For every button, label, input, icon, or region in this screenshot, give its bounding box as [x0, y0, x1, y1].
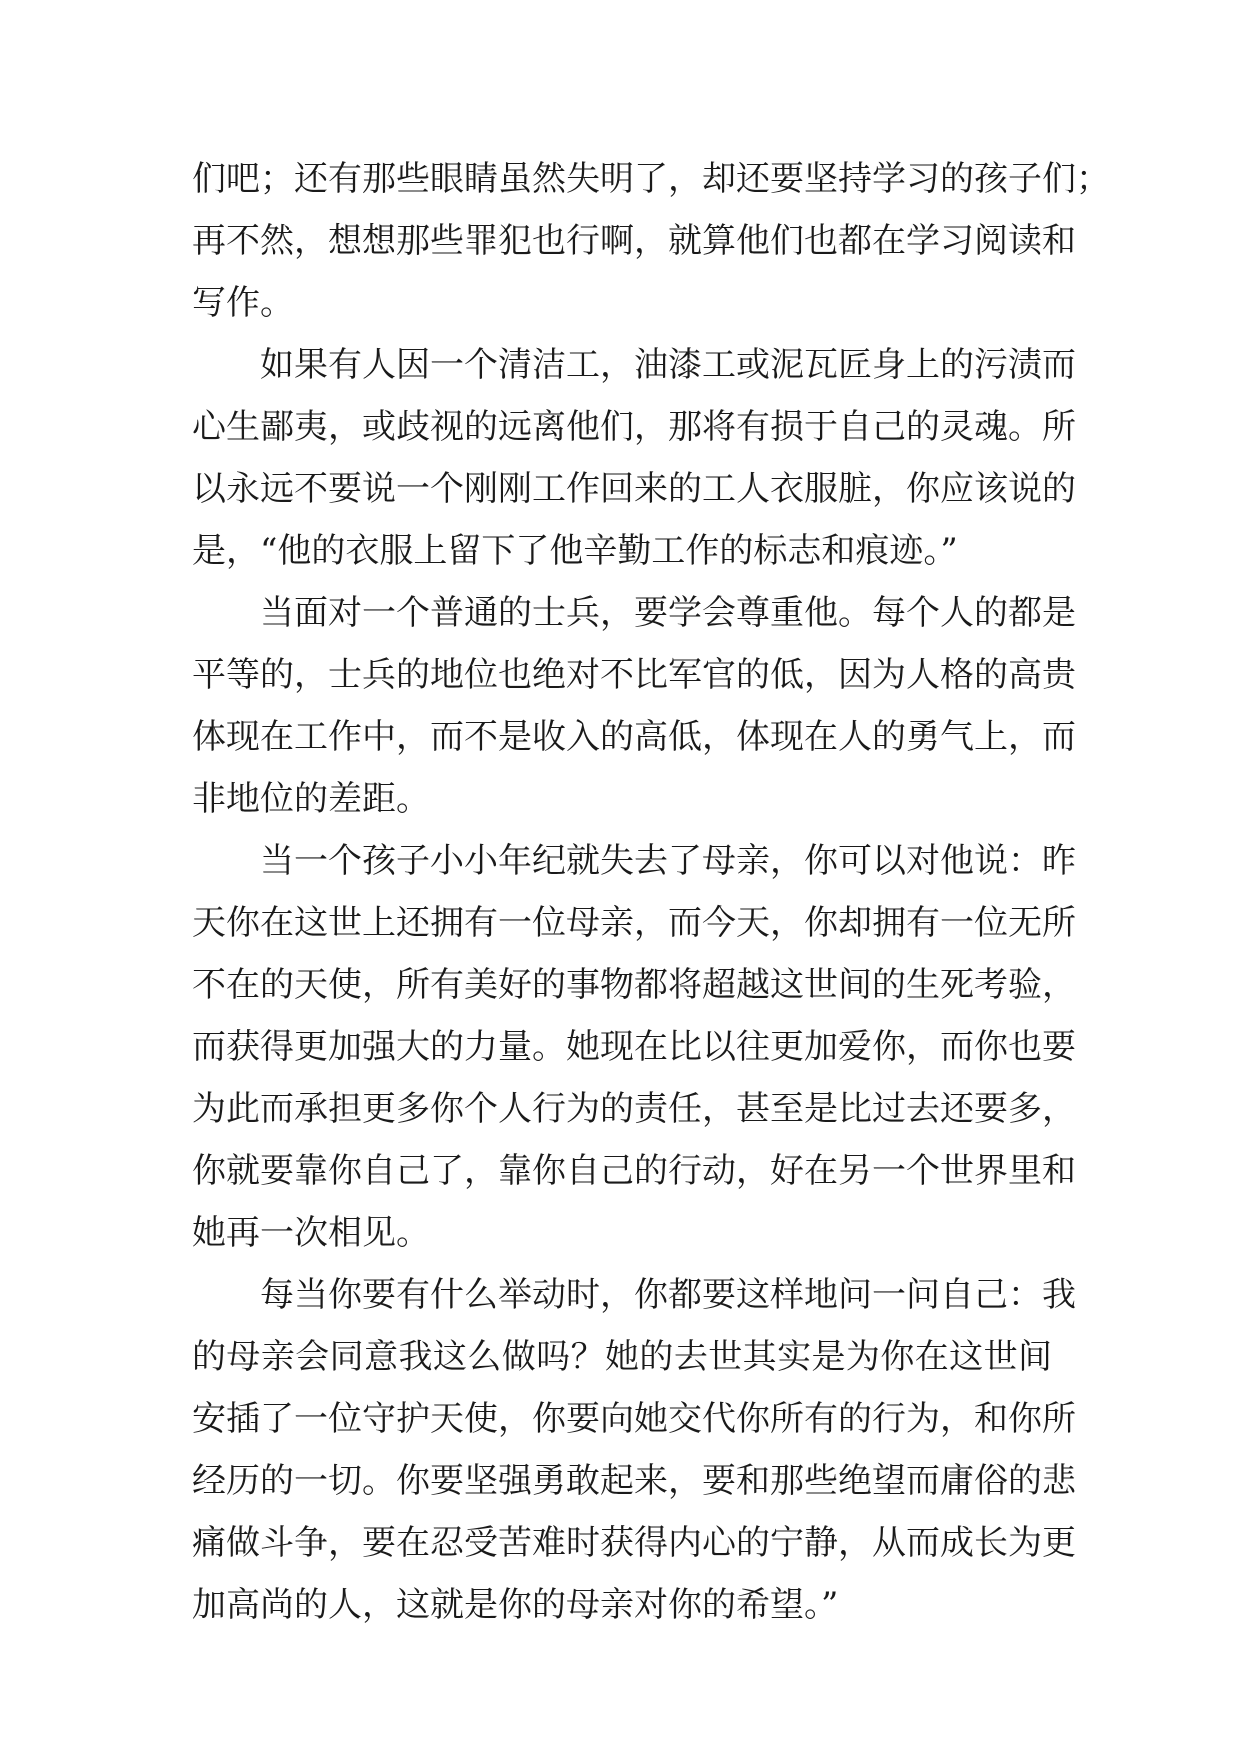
text-line: 平等的，士兵的地位也绝对不比军官的低，因为人格的高贵	[192, 655, 1076, 695]
paragraph-5	[192, 1264, 1076, 1636]
text-line: 当面对一个普通的士兵，要学会尊重他。每个人的都是	[260, 593, 1076, 633]
text-line: 而获得更加强大的力量。她现在比以往更加爱你，而你也要	[192, 1027, 1076, 1067]
text-line: 痛做斗争，要在忍受苦难时获得内心的宁静，从而成长为更	[192, 1523, 1076, 1563]
text-line: 安插了一位守护天使，你要向她交代你所有的行为，和你所	[192, 1399, 1076, 1439]
text-line: 是，“他的衣服上留下了他辛勤工作的标志和痕迹。”	[192, 531, 958, 571]
paragraph-2	[192, 334, 1076, 582]
text-line: 加高尚的人，这就是你的母亲对你的希望。”	[192, 1585, 839, 1625]
text-line: 再不然，想想那些罪犯也行啊，就算他们也都在学习阅读和	[192, 221, 1076, 261]
paragraph-1	[192, 148, 1110, 334]
text-line: 体现在工作中，而不是收入的高低，体现在人的勇气上，而	[192, 717, 1076, 757]
text-line: 每当你要有什么举动时，你都要这样地问一问自己：我	[260, 1275, 1076, 1315]
paragraph-4	[192, 830, 1076, 1264]
text-line: 当一个孩子小小年纪就失去了母亲，你可以对他说：昨	[260, 841, 1076, 881]
text-line: 的母亲会同意我这么做吗？她的去世其实是为你在这世间	[192, 1337, 1052, 1377]
text-line: 心生鄙夷，或歧视的远离他们，那将有损于自己的灵魂。所	[192, 407, 1076, 447]
text-line: 她再一次相见。	[192, 1213, 430, 1253]
text-line: 为此而承担更多你个人行为的责任，甚至是比过去还要多，	[192, 1089, 1076, 1129]
text-line: 如果有人因一个清洁工，油漆工或泥瓦匠身上的污渍而	[260, 345, 1076, 385]
text-line: 你就要靠你自己了，靠你自己的行动，好在另一个世界里和	[192, 1151, 1076, 1191]
text-line: 非地位的差距。	[192, 779, 430, 819]
text-line: 以永远不要说一个刚刚工作回来的工人衣服脏，你应该说的	[192, 469, 1076, 509]
document-body	[192, 148, 1110, 1636]
text-line: 写作。	[192, 283, 294, 323]
text-line: 经历的一切。你要坚强勇敢起来，要和那些绝望而庸俗的悲	[192, 1461, 1076, 1501]
text-line: 不在的天使，所有美好的事物都将超越这世间的生死考验，	[192, 965, 1076, 1005]
paragraph-3	[192, 582, 1076, 830]
text-line: 天你在这世上还拥有一位母亲，而今天，你却拥有一位无所	[192, 903, 1076, 943]
text-line: 们吧；还有那些眼睛虽然失明了，却还要坚持学习的孩子们；	[192, 159, 1110, 199]
